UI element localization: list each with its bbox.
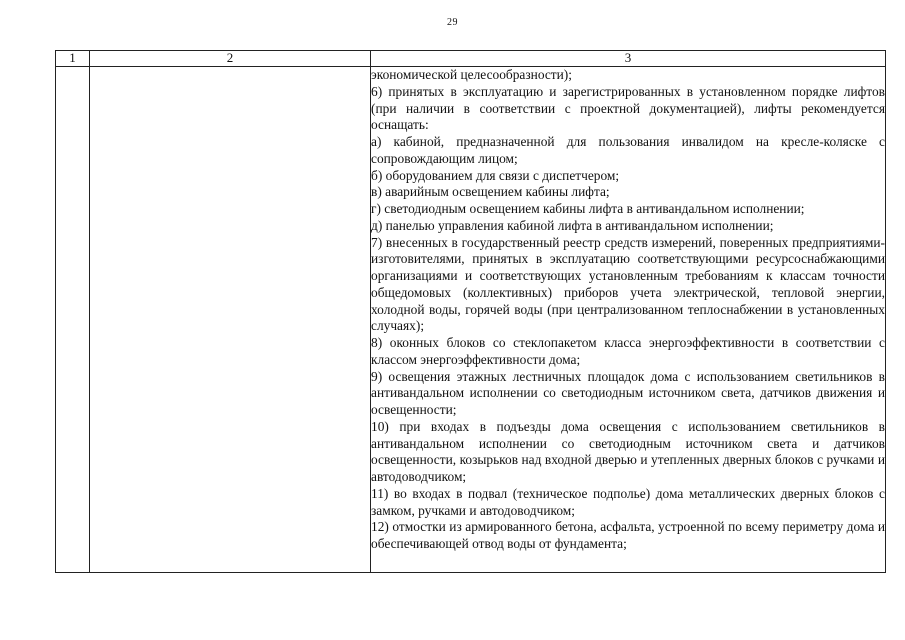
column-header-1: 1 xyxy=(56,51,90,67)
column-header-3: 3 xyxy=(371,51,886,67)
table-row xyxy=(56,67,886,573)
document-table xyxy=(55,50,886,573)
paragraph: экономической целесообразности); xyxy=(371,67,572,82)
table-cell-column-3 xyxy=(371,67,886,573)
table-cell-column-2 xyxy=(90,67,371,573)
page-number: 29 xyxy=(447,17,458,28)
paragraph: д) панелью управления кабиной лифта в антивандальном исполнении; xyxy=(371,217,774,233)
paragraph: б) оборудованием для связи с диспетчером; xyxy=(371,167,620,183)
column-header-2: 2 xyxy=(90,51,371,67)
paragraph: а) кабиной, предназначенной для пользования инвалидом на кресле-коляске с сопровождающим лицом; xyxy=(371,134,885,166)
paragraph: 12) отмостки из армированного бетона, асфальта, устроенной по всему периметру дома и обеспечивающей отвод воды от фундамента; xyxy=(371,519,885,551)
paragraph: 9) освещения этажных лестничных площадок дома с использованием светильников в антивандальном исполнении со светодиодным источником света, датчиков движения и освещенности; xyxy=(371,368,885,417)
paragraph: г) светодиодным освещением кабины лифта в антивандальном исполнении; xyxy=(371,201,805,216)
paragraph: 8) оконных блоков со стеклопакетом класса энергоэффективности в соответствии с классом энергоэффективности дома; xyxy=(371,335,885,367)
paragraph: в) аварийным освещением кабины лифта; xyxy=(371,184,610,200)
paragraph: 7) внесенных в государственный реестр средств измерений, поверенных предприятиями-изготовителями, принятых в эксплуатацию соответствующими ресурсоснабжающими организациями и соответствующих установленным требованиям к классам точности общедомовых (коллективных) приборов учета электрической, тепловой энергии, холодной воды, горячей воды (при централизованном теплоснабжении в установленных случаях); xyxy=(371,234,885,334)
table-cell-column-1 xyxy=(56,67,90,573)
paragraph: 10) при входах в подъезды дома освещения с использованием светильников в антивандальном исполнении со светодиодным источником света и датчиков освещенности, козырьков над входной дверью и утепленных дверных блоков с ручками и автодоводчиком; xyxy=(371,418,885,484)
table-header-row xyxy=(56,51,886,67)
paragraph: 11) во входах в подвал (техническое подполье) дома металлических дверных блоков с замком, ручками и автодоводчиком; xyxy=(371,485,885,518)
paragraph: 6) принятых в эксплуатацию и зарегистрированных в установленном порядке лифтов (при наличии в соответствии с проектной документацией), лифты рекомендуется оснащать: xyxy=(371,83,885,133)
